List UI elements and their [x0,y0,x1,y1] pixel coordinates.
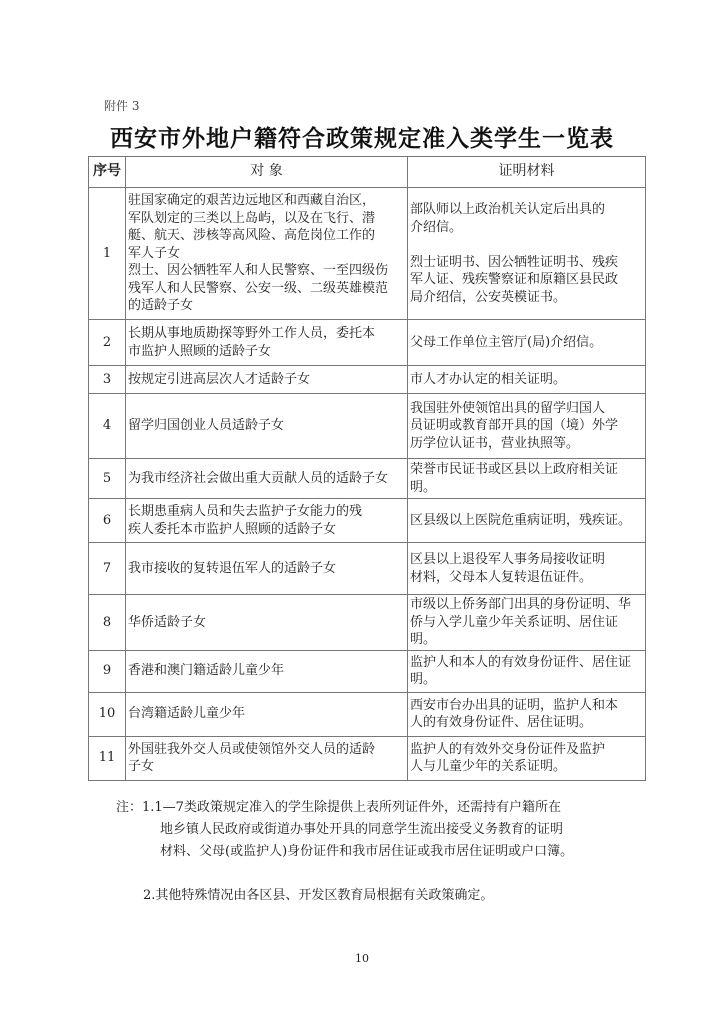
row-target: 台湾籍适龄儿童少年 [126,692,408,736]
row-proof: 父母工作单位主管厅(局)介绍信。 [408,320,646,366]
header-proof: 证明材料 [408,157,646,188]
row-number: 5 [89,459,126,499]
table-row [89,459,646,499]
page-number: 10 [355,952,369,965]
row-target: 为我市经济社会做出重大贡献人员的适龄子女 [126,459,408,499]
table-header-row [89,157,646,188]
policy-table [88,156,646,781]
row-target: 长期从事地质勘探等野外工作人员，委托本 市监护人照顾的适龄子女 [126,320,408,366]
row-proof: 我国驻外使领馆出具的留学归国人 员证明或教育部开具的国（境）外学 历学位认证书，营业执照等。 [408,394,646,459]
notes [116,775,573,929]
row-proof: 荣誉市民证书或区县以上政府相关证明。 [408,459,646,499]
table-row [89,320,646,366]
row-number: 9 [89,650,126,692]
row-proof: 市级以上侨务部门出具的身份证明、华 侨与入学儿童少年关系证明、居住证明。 [408,595,646,651]
row-number: 7 [89,543,126,595]
row-proof: 区县级以上医院危重病证明，残疾证。 [408,499,646,543]
table-row [89,736,646,780]
row-proof: 部队师以上政治机关认定后出具的 介绍信。 烈士证明书、因公牺牲证明书、残疾 军人证、残疾警察证和原籍区县民政 局介绍信，公安英模证书。 [408,188,646,320]
row-target: 华侨适龄子女 [126,595,408,651]
table-row [89,394,646,459]
row-number: 11 [89,736,126,780]
note-1: 注：1.1—7类政策规定准入的学生除提供上表所列证件外，还需持有户籍所在 地乡镇人民政府或街道办事处开具的同意学生流出接受义务教育的证明 材料、父母(或监护人)身份证件和我市居住证或我市居住证明或户口簿。 [116,800,574,859]
table-row [89,692,646,736]
page-title: 西安市外地户籍符合政策规定准入类学生一览表 [110,125,614,152]
row-number: 8 [89,595,126,651]
row-number: 3 [89,366,126,394]
table-row [89,595,646,651]
header-target: 对 象 [126,157,408,188]
row-proof: 监护人和本人的有效身份证件、居住证明。 [408,650,646,692]
row-proof: 西安市台办出具的证明，监护人和本 人的有效身份证件、居住证明。 [408,692,646,736]
table-row [89,366,646,394]
table-row [89,543,646,595]
row-proof: 监护人的有效外交身份证件及监护 人与儿童少年的关系证明。 [408,736,646,780]
row-target: 我市接收的复转退伍军人的适龄子女 [126,543,408,595]
table-row [89,188,646,320]
row-number: 1 [89,188,126,320]
table-row [89,499,646,543]
header-number: 序号 [89,157,126,188]
row-proof: 区县以上退役军人事务局接收证明 材料，父母本人复转退伍证件。 [408,543,646,595]
row-number: 2 [89,320,126,366]
row-target: 按规定引进高层次人才适龄子女 [126,366,408,394]
row-target: 留学归国创业人员适龄子女 [126,394,408,459]
row-target: 香港和澳门籍适龄儿童少年 [126,650,408,692]
row-number: 10 [89,692,126,736]
attachment-label: 附件 3 [104,99,140,113]
row-target: 长期患重病人员和失去监护子女能力的残 疾人委托本市监护人照顾的适龄子女 [126,499,408,543]
table-row [89,650,646,692]
row-number: 4 [89,394,126,459]
row-target: 驻国家确定的艰苦边远地区和西藏自治区， 军队划定的三类以上岛屿，以及在飞行、潜 艇、航天、涉核等高风险、高危岗位工作的 军人子女 烈士、因公牺牲军人和人民警察、一至四级伤 残军人和人民警察、公安一级、二级英雄模范 的适龄子女 [126,188,408,320]
note-2: 2.其他特殊情况由各区县、开发区教育局根据有关政策确定。 [143,888,494,903]
row-proof: 市人才办认定的相关证明。 [408,366,646,394]
row-number: 6 [89,499,126,543]
row-target: 外国驻我外交人员或使领馆外交人员的适龄 子女 [126,736,408,780]
